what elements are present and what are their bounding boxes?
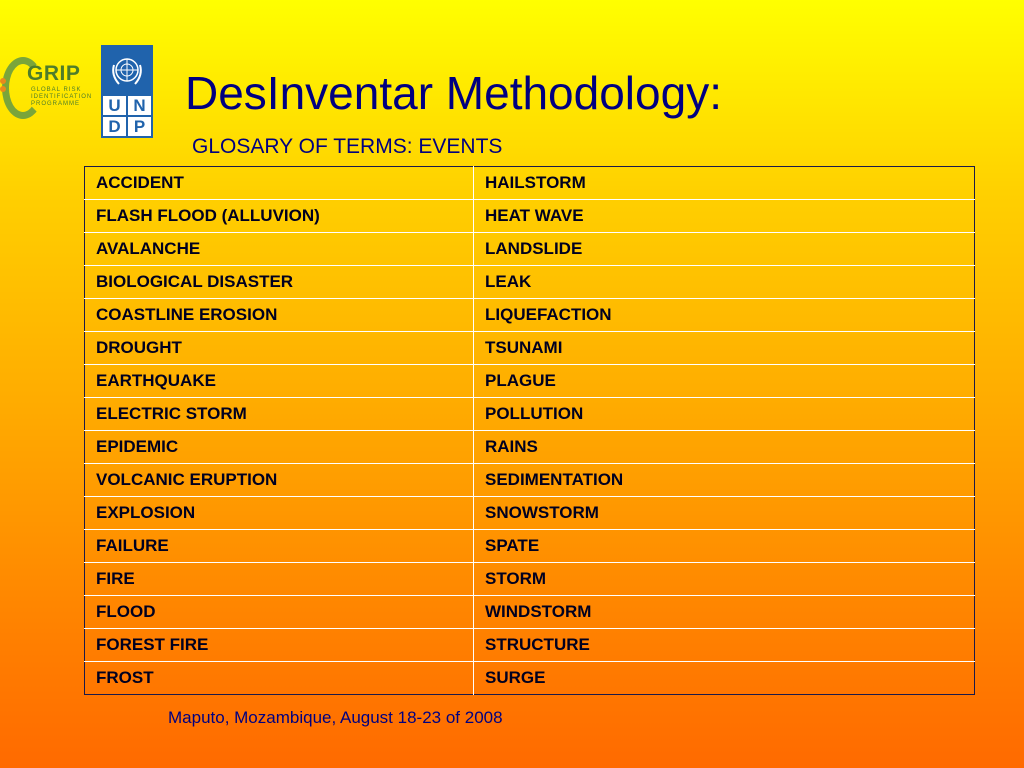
table-row <box>85 530 975 563</box>
slide-title: DesInventar Methodology: <box>185 67 722 119</box>
table-cell: DROUGHT <box>85 332 474 365</box>
table-row <box>85 497 975 530</box>
table-cell: SEDIMENTATION <box>474 464 975 497</box>
table-cell: SNOWSTORM <box>474 497 975 530</box>
table-cell: LANDSLIDE <box>474 233 975 266</box>
table-row <box>85 662 975 695</box>
table-row <box>85 299 975 332</box>
table-cell: COASTLINE EROSION <box>85 299 474 332</box>
table-cell: POLLUTION <box>474 398 975 431</box>
table-cell: FLOOD <box>85 596 474 629</box>
undp-letter: U <box>103 96 126 115</box>
table-cell: STORM <box>474 563 975 596</box>
table-cell: EPIDEMIC <box>85 431 474 464</box>
table-cell: SPATE <box>474 530 975 563</box>
table-row <box>85 167 975 200</box>
table-row <box>85 266 975 299</box>
table-cell: AVALANCHE <box>85 233 474 266</box>
table-cell: RAINS <box>474 431 975 464</box>
table-row <box>85 233 975 266</box>
table-cell: FOREST FIRE <box>85 629 474 662</box>
undp-letter: D <box>103 117 126 136</box>
table-cell: LEAK <box>474 266 975 299</box>
un-emblem-icon <box>107 51 147 91</box>
table-cell: HEAT WAVE <box>474 200 975 233</box>
table-cell: FIRE <box>85 563 474 596</box>
glossary-table <box>84 166 975 695</box>
grip-logo-word: GRIP <box>27 62 81 85</box>
table-cell: HAILSTORM <box>474 167 975 200</box>
table-row <box>85 464 975 497</box>
table-row <box>85 200 975 233</box>
table-row <box>85 365 975 398</box>
undp-letter: N <box>128 96 151 115</box>
table-row <box>85 398 975 431</box>
table-row <box>85 431 975 464</box>
table-row <box>85 332 975 365</box>
table-cell: BIOLOGICAL DISASTER <box>85 266 474 299</box>
table-cell: LIQUEFACTION <box>474 299 975 332</box>
table-row <box>85 629 975 662</box>
table-cell: SURGE <box>474 662 975 695</box>
undp-logo <box>101 45 153 138</box>
slide-footer: Maputo, Mozambique, August 18-23 of 2008 <box>168 708 503 727</box>
table-row <box>85 596 975 629</box>
grip-logo <box>0 54 92 124</box>
table-cell: VOLCANIC ERUPTION <box>85 464 474 497</box>
table-cell: EARTHQUAKE <box>85 365 474 398</box>
table-cell: FROST <box>85 662 474 695</box>
grip-dots-icon <box>0 76 10 96</box>
table-cell: FLASH FLOOD (ALLUVION) <box>85 200 474 233</box>
table-cell: STRUCTURE <box>474 629 975 662</box>
table-cell: TSUNAMI <box>474 332 975 365</box>
table-cell: FAILURE <box>85 530 474 563</box>
table-cell: WINDSTORM <box>474 596 975 629</box>
grip-logo-subtitle: GLOBAL RISK IDENTIFICATION PROGRAMME <box>31 87 93 107</box>
table-cell: ACCIDENT <box>85 167 474 200</box>
slide-subtitle: GLOSARY OF TERMS: EVENTS <box>192 135 503 158</box>
table-cell: EXPLOSION <box>85 497 474 530</box>
undp-letter: P <box>128 117 151 136</box>
table-cell: ELECTRIC STORM <box>85 398 474 431</box>
table-row <box>85 563 975 596</box>
table-cell: PLAGUE <box>474 365 975 398</box>
